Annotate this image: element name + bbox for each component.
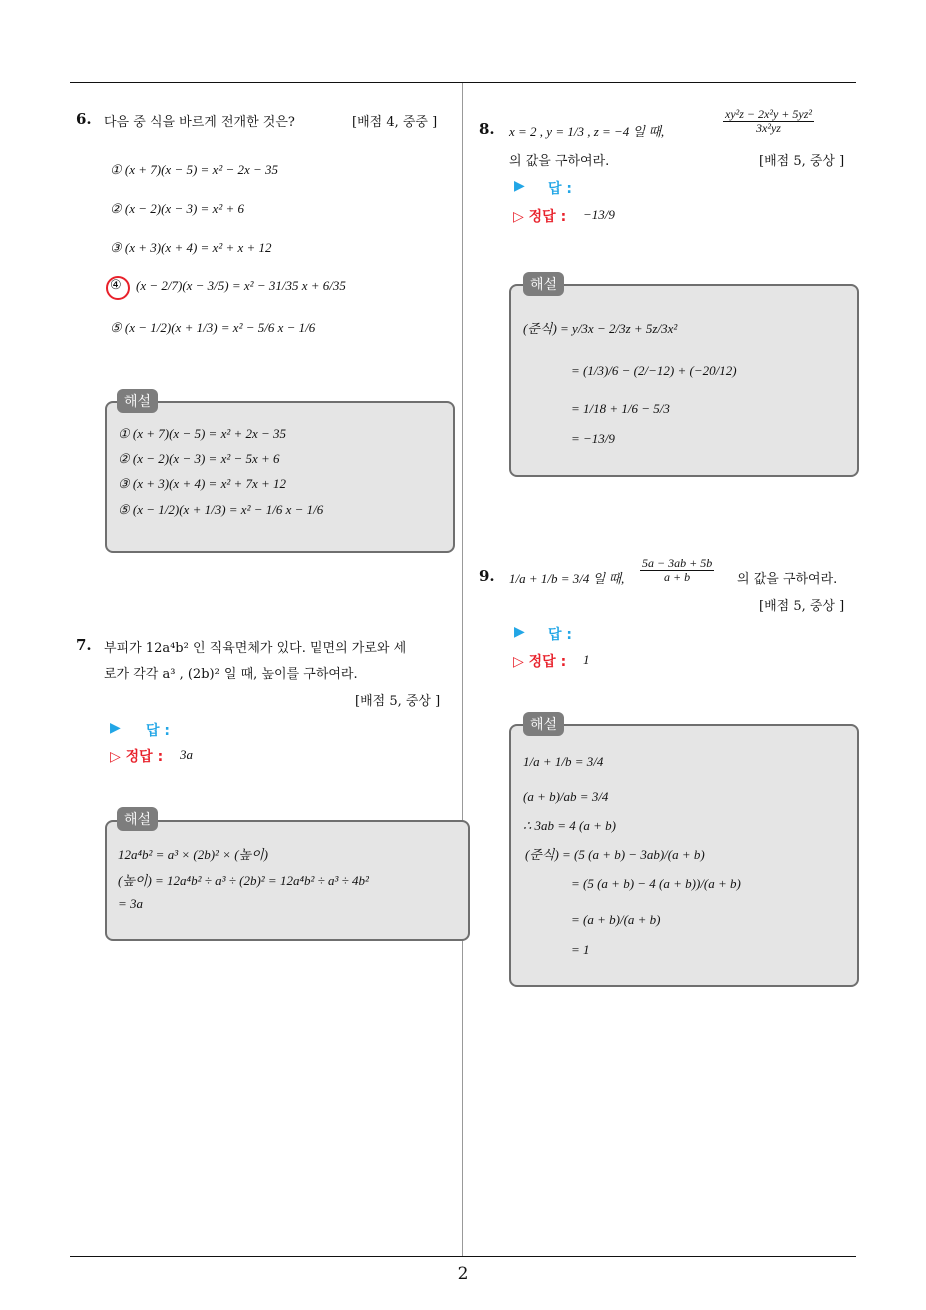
expression-denominator: 3x²yz [756, 121, 781, 135]
solution-line: ⑤ (x − 1/2)(x + 1/3) = x² − 1/6 x − 1/6 [118, 502, 324, 517]
expression-denominator: a + b [664, 570, 691, 584]
correct-label: ▷ 정답 : [513, 654, 567, 670]
answer-marker-icon: ▶ [514, 178, 525, 194]
correct-value: 1 [583, 652, 590, 667]
correct-value: 3a [180, 747, 193, 762]
solution-line: ③ (x + 3)(x + 4) = x² + 7x + 12 [118, 476, 287, 491]
solution-tag: 해설 [523, 712, 564, 736]
solution-line: (준식) = y/3x − 2/3z + 5z/3x² [523, 321, 678, 336]
answer-marker-icon: ▶ [514, 624, 525, 640]
option-1[interactable]: ① (x + 7)(x − 5) = x² − 2x − 35 [110, 162, 279, 177]
answer-marker-icon: ▶ [110, 720, 121, 736]
option-4-number: ④ [110, 278, 122, 293]
solution-line: = (a + b)/(a + b) [571, 912, 661, 927]
correct-label: ▷ 정답 : [110, 749, 164, 765]
score-label: [배점 5, 중상 ] [759, 599, 845, 614]
solution-tag: 해설 [523, 272, 564, 296]
solution-line: = (1/3)/6 − (2/−12) + (−20/12) [571, 363, 737, 378]
expression-numerator: 5a − 3ab + 5b [642, 556, 713, 570]
question-text-line-1: 부피가 12a⁴b² 인 직육면체가 있다. 밑면의 가로와 세 [104, 641, 407, 656]
solution-line: 1/a + 1/b = 3/4 [523, 754, 604, 769]
column-divider [462, 83, 463, 1256]
solution-line: (a + b)/ab = 3/4 [523, 789, 609, 804]
question-number: 7. [76, 636, 92, 654]
option-4[interactable]: (x − 2/7)(x − 3/5) = x² − 31/35 x + 6/35 [136, 278, 346, 293]
solution-line: ① (x + 7)(x − 5) = x² + 2x − 35 [118, 426, 287, 441]
solution-line: (준식) = (5 (a + b) − 3ab)/(a + b) [525, 847, 705, 862]
question-number: 6. [76, 110, 92, 128]
correct-label: ▷ 정답 : [513, 209, 567, 225]
option-3[interactable]: ③ (x + 3)(x + 4) = x² + x + 12 [110, 240, 272, 255]
solution-box [509, 284, 859, 477]
option-5[interactable]: ⑤ (x − 1/2)(x + 1/3) = x² − 5/6 x − 1/6 [110, 320, 316, 335]
correct-value: −13/9 [583, 207, 615, 222]
solution-line: ∴ 3ab = 4 (a + b) [523, 818, 616, 833]
page-number: 2 [457, 1264, 469, 1284]
question-text-line-2: 로가 각각 a³ , (2b)² 일 때, 높이를 구하여라. [104, 667, 358, 682]
answer-label: 답 : [146, 723, 170, 739]
solution-line: 12a⁴b² = a³ × (2b)² × (높이) [118, 847, 268, 862]
top-rule [70, 82, 856, 83]
question-text: 다음 중 식을 바르게 전개한 것은? [104, 115, 295, 130]
solution-tag: 해설 [117, 807, 158, 831]
question-expression [640, 557, 714, 584]
question-tail: 의 값을 구하여라. [737, 572, 838, 587]
solution-line: = 3a [118, 896, 144, 911]
question-condition: x = 2 , y = 1/3 , z = −4 일 때, [509, 124, 665, 139]
score-label: [배점 4, 중중 ] [352, 115, 438, 130]
expression-numerator: xy²z − 2x²y + 5yz² [725, 107, 812, 121]
solution-tag: 해설 [117, 389, 158, 413]
solution-line: (높이) = 12a⁴b² ÷ a³ ÷ (2b)² = 12a⁴b² ÷ a³ ÷ 4b² [118, 873, 369, 888]
score-label: [배점 5, 중상 ] [759, 154, 845, 169]
question-text-line-2: 의 값을 구하여라. [509, 154, 610, 169]
question-number: 9. [479, 567, 495, 585]
option-2[interactable]: ② (x − 2)(x − 3) = x² + 6 [110, 201, 245, 216]
solution-line: ② (x − 2)(x − 3) = x² − 5x + 6 [118, 451, 280, 466]
bottom-rule [70, 1256, 856, 1257]
answer-label: 답 : [548, 627, 572, 643]
question-condition: 1/a + 1/b = 3/4 일 때, [509, 571, 625, 586]
question-expression [723, 108, 814, 135]
solution-line: = −13/9 [571, 431, 615, 446]
score-label: [배점 5, 중상 ] [355, 694, 441, 709]
solution-line: = 1/18 + 1/6 − 5/3 [571, 401, 670, 416]
answer-label: 답 : [548, 181, 572, 197]
solution-line: = (5 (a + b) − 4 (a + b))/(a + b) [571, 876, 741, 891]
question-number: 8. [479, 120, 495, 138]
solution-line: = 1 [571, 942, 590, 957]
